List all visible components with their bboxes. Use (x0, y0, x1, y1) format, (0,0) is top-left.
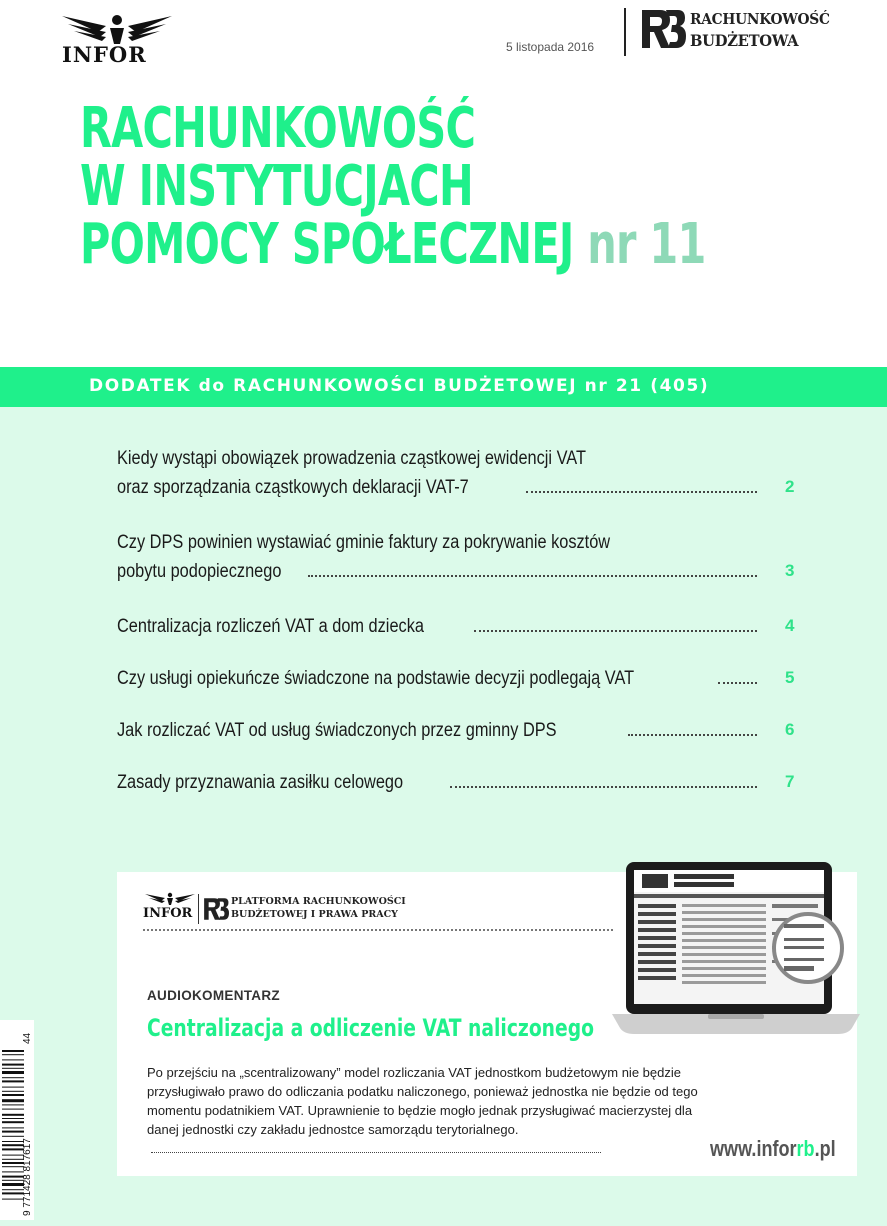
barcode-bar (2, 1127, 24, 1128)
barcode-bar (2, 1159, 24, 1160)
toc-page-number: 4 (785, 616, 795, 635)
supplement-band (0, 367, 887, 407)
toc-page-number: 7 (785, 772, 795, 791)
title-line-2: W INSTYTUCJACH (80, 154, 473, 219)
barcode-bar (2, 1087, 24, 1088)
barcode-bar (2, 1189, 24, 1190)
header-divider (624, 8, 626, 56)
issue-number: nr 11 (587, 212, 706, 277)
barcode-bar (2, 1183, 24, 1186)
barcode-bar (2, 1077, 24, 1078)
website-prefix: www.infor (710, 1136, 797, 1161)
toc-leader (526, 491, 757, 493)
barcode-bar (2, 1099, 24, 1102)
infor-wordmark: INFOR (62, 42, 147, 67)
barcode-bar (2, 1104, 24, 1105)
rachunkowosc-budzetowa-logo (640, 6, 840, 56)
barcode-bar (2, 1131, 24, 1133)
rb-monogram-icon (640, 6, 686, 52)
barcode-bar (2, 1094, 24, 1096)
audio-body-text: Po przejściu na „scentralizowany” model rozliczania VAT jednostkom budżetowym nie będzie przysługiwało prawo do odliczania podatku naliczonego, ponieważ jednostka nie będzie od tego momentu podatnikiem VAT. Uprawnienie to będzie mogło jednak przysługiwać macierzystej dla danej jednostki czy zakładu jednostce samorządu terytorialnego. (147, 1065, 698, 1137)
barcode-bar (2, 1054, 24, 1055)
barcode-bar (2, 1155, 24, 1156)
supplement-text: DODATEK do RACHUNKOWOŚCI BUDŻETOWEJ nr 21 (405) (89, 376, 710, 396)
toc-entry-line1: Kiedy wystąpi obowiązek prowadzenia cząstkowej ewidencji VAT (117, 448, 586, 469)
website-link[interactable] (710, 1136, 836, 1162)
rb-small-monogram-icon (203, 895, 229, 923)
title-line-1: RACHUNKOWOŚĆ (80, 96, 476, 161)
platform-infor-wordmark: INFOR (143, 906, 193, 921)
toc-entry-text: Czy usługi opiekuńcze świadczone na podstawie decyzji podlegają VAT (117, 668, 635, 689)
toc-entry[interactable] (117, 772, 797, 794)
website-accent: rb (796, 1136, 815, 1161)
toc-entry-text: Centralizacja rozliczeń VAT a dom dziecka (117, 616, 424, 637)
rb-logo-line2: BUDŻETOWA (690, 31, 799, 50)
audio-body-leader (151, 1152, 601, 1153)
infor-logo (58, 12, 176, 67)
platform-logo (143, 892, 406, 926)
platform-name-line1: PLATFORMA RACHUNKOWOŚCI (231, 896, 406, 907)
publication-title (80, 96, 887, 277)
infor-bird-icon (58, 12, 176, 46)
barcode-bar (2, 1080, 24, 1082)
infor-bird-small-icon (145, 892, 195, 906)
barcode-number: 9 771428 817617 (22, 1138, 33, 1216)
toc-entry-text: Zasady przyznawania zasiłku celowego (117, 772, 404, 793)
barcode-bar (2, 1071, 24, 1074)
barcode-bar (2, 1109, 24, 1110)
barcode-bar (2, 1059, 24, 1060)
barcode-bar (2, 1118, 24, 1119)
toc-page-number: 5 (785, 668, 795, 687)
issue-date: 5 listopada 2016 (506, 40, 595, 54)
barcode-bar (2, 1144, 24, 1146)
toc-leader (628, 734, 757, 736)
barcode-bar (2, 1180, 24, 1181)
platform-name-line2: BUDŻETOWEJ I PRAWA PRACY (231, 909, 398, 920)
barcode-bar (2, 1141, 24, 1142)
toc-entry-text: Jak rozliczać VAT od usług świadczonych przez gminny DPS (117, 720, 557, 741)
barcode-bar (2, 1114, 24, 1116)
toc-leader (308, 575, 757, 577)
barcode-bar (2, 1162, 24, 1164)
barcode-bar (2, 1121, 24, 1123)
website-suffix: .pl (814, 1136, 836, 1161)
toc-entry[interactable] (117, 668, 797, 690)
barcode-bar (2, 1148, 24, 1150)
barcode-bar (2, 1192, 24, 1194)
toc-page-number: 6 (785, 720, 795, 739)
rb-logo-line1: RACHUNKOWOŚĆ (690, 10, 830, 28)
barcode-bar (2, 1091, 24, 1092)
toc-entry-line1: Czy DPS powinien wystawiać gminie faktury za pokrywanie kosztów (117, 532, 611, 553)
barcode-bar (2, 1064, 24, 1066)
toc-entry-line2: pobytu podopiecznego (117, 561, 282, 582)
toc-leader (450, 786, 757, 788)
toc-leader (474, 630, 757, 632)
toc-page-number: 2 (785, 477, 795, 496)
barcode-bar (2, 1068, 24, 1069)
audio-body (147, 1063, 707, 1158)
toc-leader (718, 682, 757, 684)
barcode-bar (2, 1166, 24, 1167)
barcode-bar (2, 1136, 24, 1137)
laptop-illustration (612, 862, 860, 1034)
platform-dotted-divider (143, 929, 613, 931)
barcode (0, 1020, 34, 1220)
title-line-3 (80, 212, 706, 277)
title-line-3-text: POMOCY SPOŁECZNEJ (80, 212, 574, 277)
toc-entry[interactable] (117, 532, 797, 583)
toc-entry[interactable] (117, 720, 797, 742)
barcode-bar (2, 1171, 24, 1172)
platform-divider (198, 894, 199, 924)
barcode-bar (2, 1176, 24, 1178)
audio-title[interactable]: Centralizacja a odliczenie VAT naliczonego (147, 1014, 594, 1042)
toc-entry-line2: oraz sporządzania cząstkowych deklaracji VAT-7 (117, 477, 469, 498)
toc-page-number: 3 (785, 561, 795, 580)
toc-entry[interactable] (117, 616, 797, 638)
barcode-addon: 44 (22, 1032, 33, 1044)
barcode-bar (2, 1199, 24, 1200)
audio-label: AUDIOKOMENTARZ (147, 988, 280, 1003)
barcode-bar (2, 1050, 24, 1052)
toc-entry[interactable] (117, 448, 797, 499)
